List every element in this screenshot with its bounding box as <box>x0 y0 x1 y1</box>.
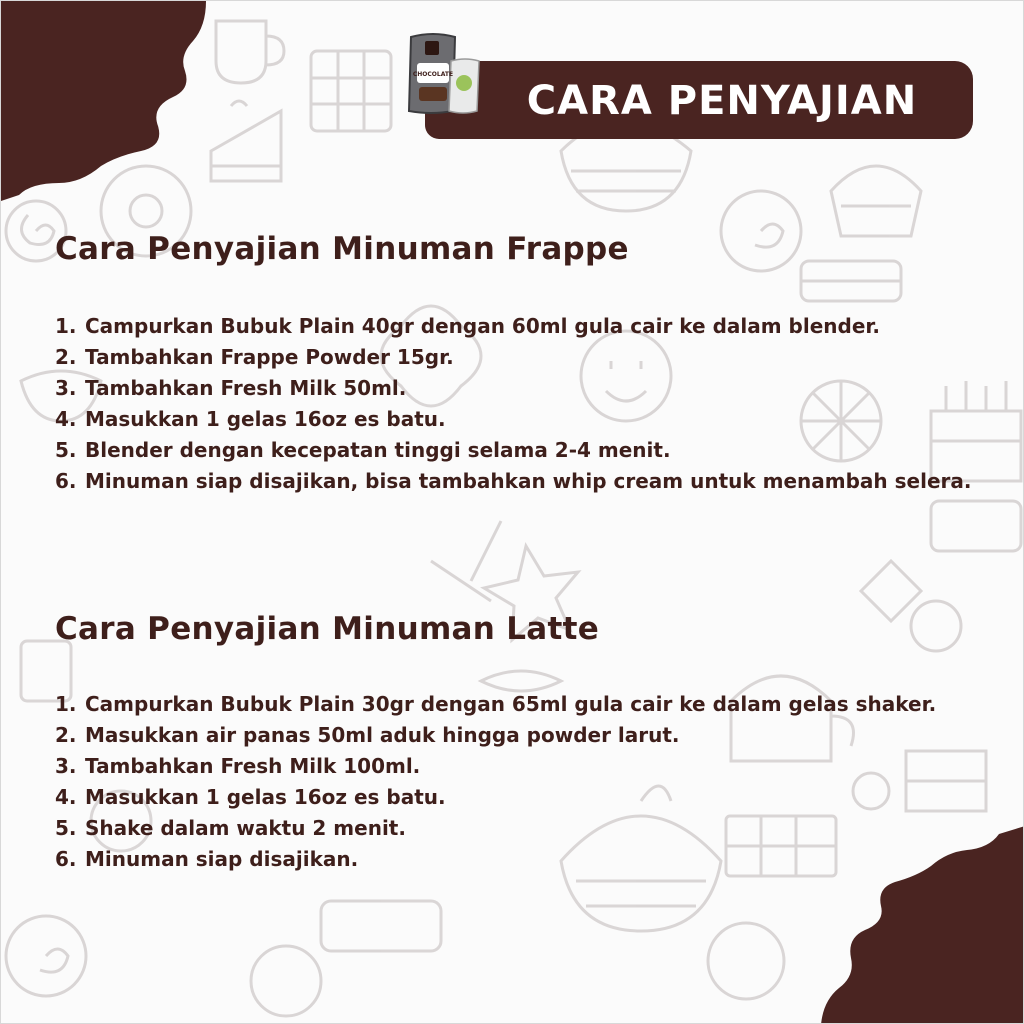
step-number: 4. <box>55 785 77 809</box>
step-number: 5. <box>55 438 77 462</box>
step-text: Masukkan air panas 50ml aduk hingga powder larut. <box>85 723 680 747</box>
step-number: 3. <box>55 376 77 400</box>
product-label: CHOCOLATE <box>412 71 454 78</box>
frappe-step <box>55 311 985 342</box>
page-title: CARA PENYAJIAN <box>526 78 918 124</box>
step-text: Tambahkan Frappe Powder 15gr. <box>85 345 454 369</box>
frappe-step <box>55 373 985 404</box>
step-number: 3. <box>55 754 77 778</box>
latte-step <box>55 813 985 844</box>
step-text: Shake dalam waktu 2 menit. <box>85 816 406 840</box>
step-text: Campurkan Bubuk Plain 30gr dengan 65ml gula cair ke dalam gelas shaker. <box>85 692 937 716</box>
chocolate-splash-top-left <box>1 1 216 201</box>
latte-step <box>55 782 985 813</box>
step-number: 6. <box>55 469 77 493</box>
latte-step <box>55 844 985 875</box>
frappe-steps-list <box>55 311 985 497</box>
frappe-step <box>55 404 985 435</box>
step-number: 4. <box>55 407 77 431</box>
latte-step <box>55 751 985 782</box>
step-text: Minuman siap disajikan, bisa tambahkan whip cream untuk menambah selera. <box>85 469 972 493</box>
step-number: 1. <box>55 692 77 716</box>
step-text: Campurkan Bubuk Plain 40gr dengan 60ml gula cair ke dalam blender. <box>85 314 881 338</box>
latte-step <box>55 689 985 720</box>
product-package-icon <box>403 31 483 115</box>
step-text: Blender dengan kecepatan tinggi selama 2-4 menit. <box>85 438 671 462</box>
latte-section-title: Cara Penyajian Minuman Latte <box>55 611 600 647</box>
step-text: Tambahkan Fresh Milk 100ml. <box>85 754 421 778</box>
step-number: 1. <box>55 314 77 338</box>
step-text: Tambahkan Fresh Milk 50ml. <box>85 376 407 400</box>
latte-step <box>55 720 985 751</box>
step-text: Masukkan 1 gelas 16oz es batu. <box>85 785 446 809</box>
frappe-step <box>55 342 985 373</box>
step-text: Minuman siap disajikan. <box>85 847 359 871</box>
step-number: 2. <box>55 345 77 369</box>
frappe-step <box>55 435 985 466</box>
step-number: 6. <box>55 847 77 871</box>
step-number: 5. <box>55 816 77 840</box>
step-text: Masukkan 1 gelas 16oz es batu. <box>85 407 446 431</box>
header-banner <box>425 61 973 139</box>
frappe-step <box>55 466 985 497</box>
frappe-section-title: Cara Penyajian Minuman Frappe <box>55 231 629 267</box>
latte-steps-list <box>55 689 985 875</box>
step-number: 2. <box>55 723 77 747</box>
